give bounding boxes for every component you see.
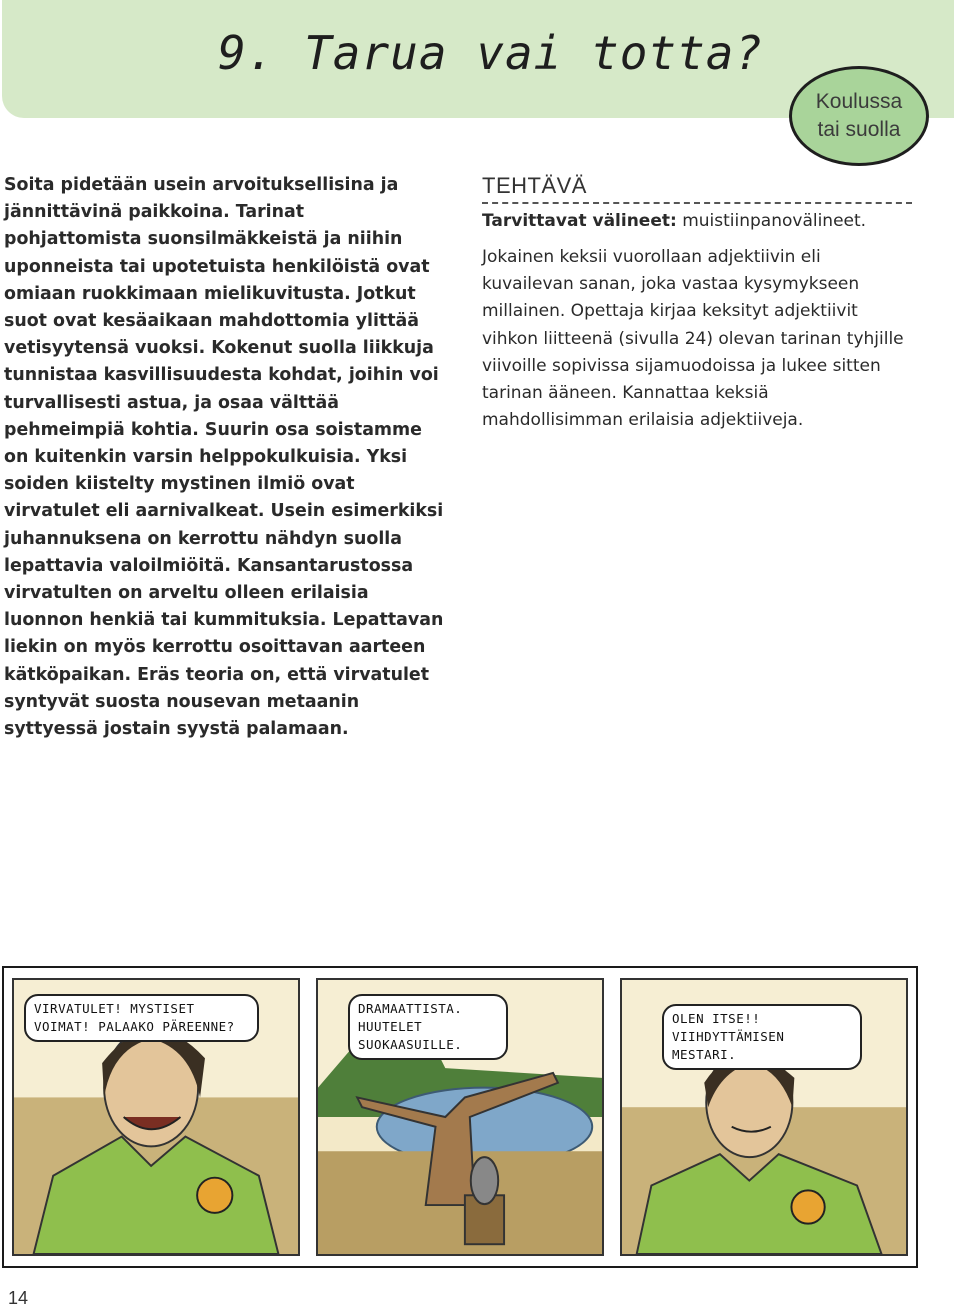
tools-label: Tarvittavat välineet: xyxy=(482,211,677,231)
comic-panel-3 xyxy=(620,978,908,1256)
intro-text: Soita pidetään usein arvoituksellisina ja jännittävinä paikkoina. Tarinat pohjattomista suonsilmäkkeistä ja niihin uponneista tai upotetuista henkilöistä ovat omiaan ruokkimaan mielikuvitusta. Jotkut suot ovat kesäaikaan mahdottomia ylittää vetisyytensä vuoksi. Kokenut suolla liikkuja tunnistaa kasvillisuudesta kohdat, joihin voi turvallisesti astua, ja osaa välttää pehmeimpiä kohtia. Suurin osa soistamme on kuitenkin varsin helppokulkuisia. Yksi soiden kiistelty mystinen ilmiö ovat virvatulet eli aarnivalkeat. Usein esimerkiksi juhannuksena on kerrottu nähdyn suolla lepattavia valoilmiöitä. Kansantarustossa virvatulten on arveltu olleen erilaisia luonnon henkiä tai kummituksia. Lepattavan liekin on myös kerrottu osoittavan aarteen kätköpaikan. Eräs teoria on, että virvatulet syntyvät suosta nousevan metaanin syttyessä jostain syystä palamaan. xyxy=(4,175,444,740)
chapter-title: 9. Tarua vai totta? xyxy=(218,26,764,80)
task-box xyxy=(482,172,914,434)
page-number: 14 xyxy=(8,1288,29,1308)
task-instructions: Jokainen keksii vuorollaan adjektiivin eli kuvailevan sanan, joka vastaa kysymykseen millainen. Opettaja kirjaa keksityt adjektiivit vihkon liitteenä (sivulla 24) olevan tarinan tyhjille viivoille sopivissa sijamuodoissa ja lukee sitten tarinan ääneen. Kannattaa keksiä mahdollisimman erilaisia adjektiiveja. xyxy=(482,247,904,431)
task-heading: TEHTÄVÄ xyxy=(482,173,587,198)
task-tools xyxy=(482,208,914,234)
panel-1-speech-bubble: VIRVATULET! MYSTISET VOIMAT! PALAAKO PÄREENNE? xyxy=(24,994,259,1042)
badge-line-2: tai suolla xyxy=(817,118,901,141)
comic-panel-2 xyxy=(316,978,604,1256)
comic-strip xyxy=(2,966,918,1268)
badge-line-1: Koulussa xyxy=(815,90,903,113)
dashed-divider xyxy=(482,202,912,204)
category-badge xyxy=(789,66,929,166)
tools-value: muistiinpanovälineet. xyxy=(682,211,867,231)
panel-3-speech-bubble: OLEN ITSE!! VIIHDYTTÄMISEN MESTARI. xyxy=(662,1004,862,1070)
comic-panel-1 xyxy=(12,978,300,1256)
panel-2-speech-bubble: DRAMAATTISTA. HUUTELET SUOKAASUILLE. xyxy=(348,994,508,1060)
